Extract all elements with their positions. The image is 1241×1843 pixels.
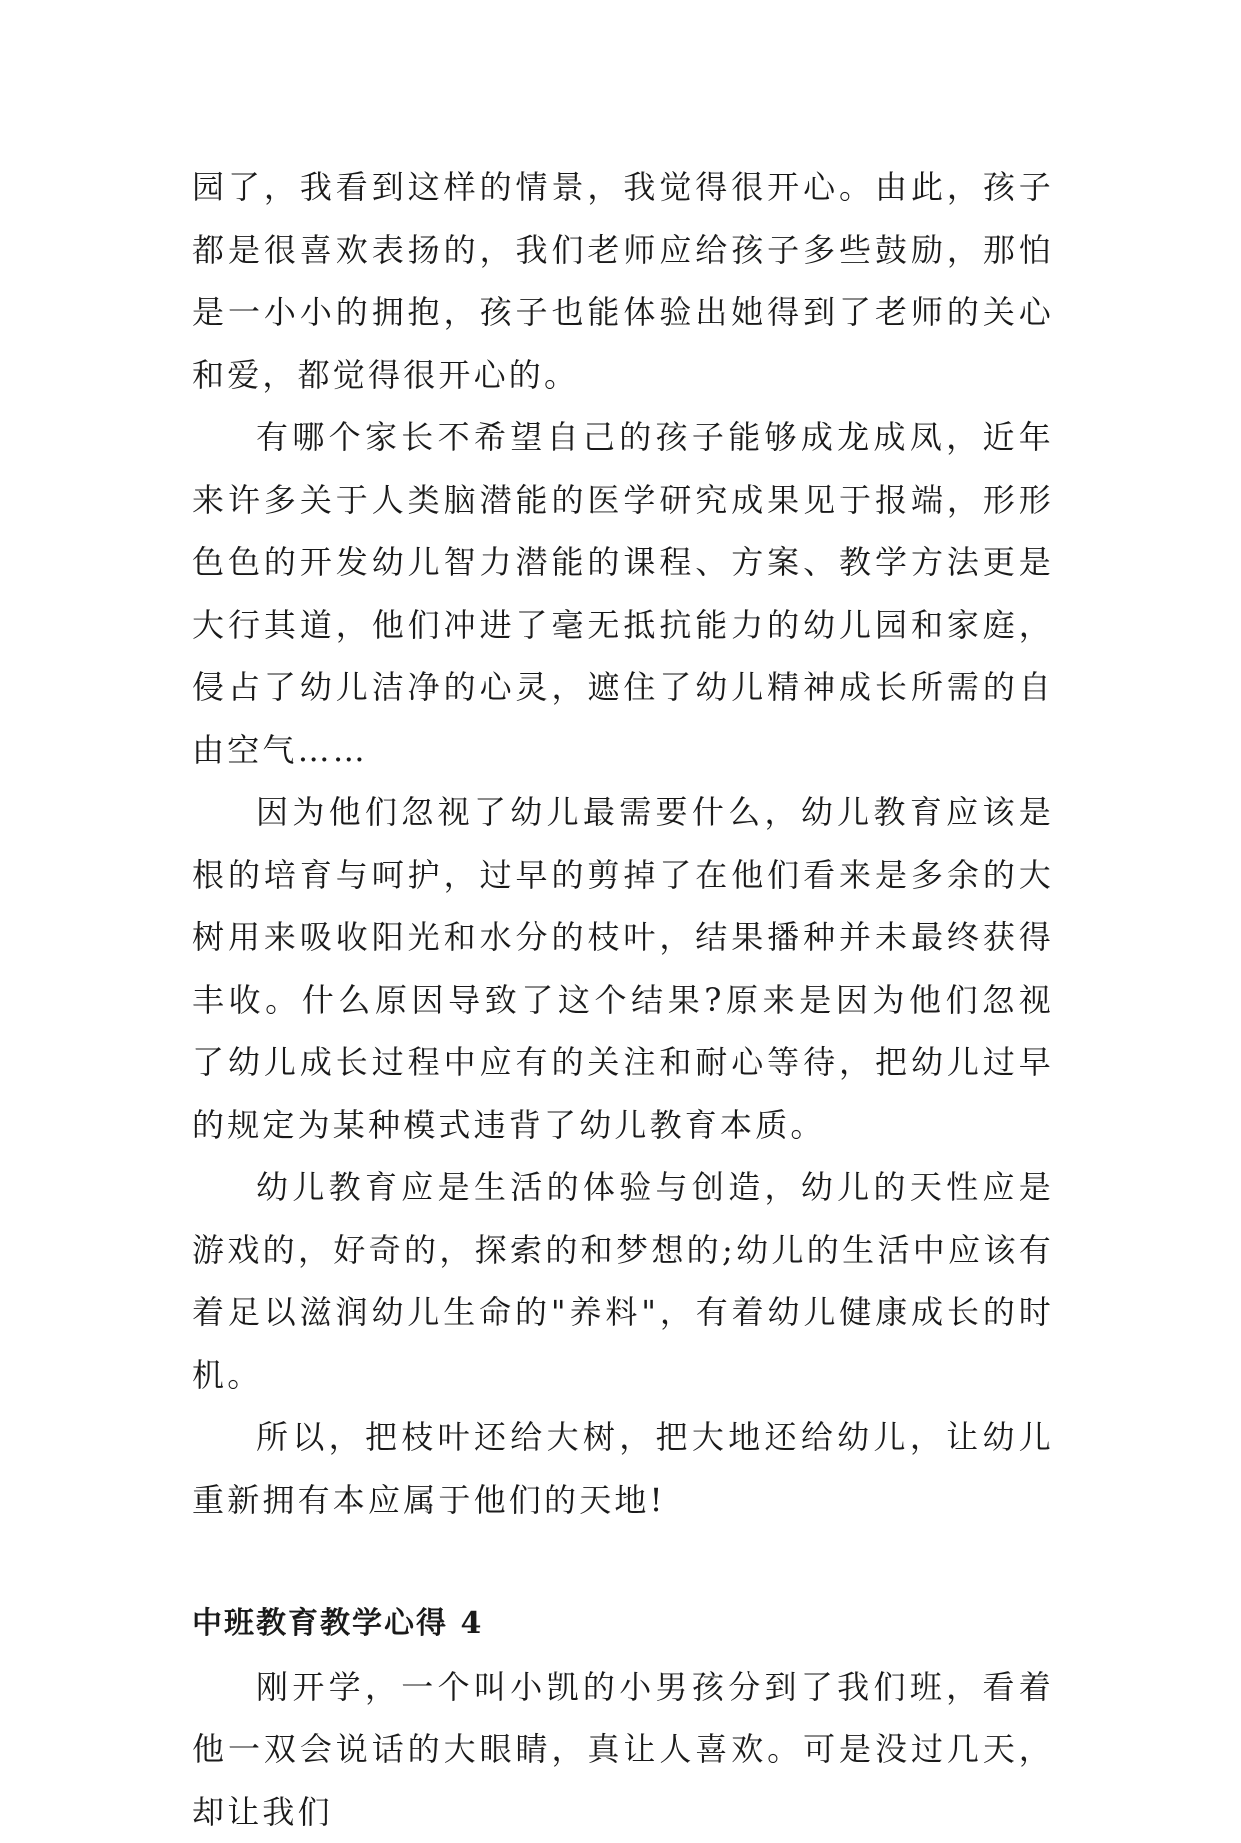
paragraph-1: 园了，我看到这样的情景，我觉得很开心。由此，孩子都是很喜欢表扬的，我们老师应给孩子多些鼓励，那怕是一小小的拥抱，孩子也能体验出她得到了老师的关心和爱，都觉得很开心的。 xyxy=(192,156,1054,406)
paragraph-2: 有哪个家长不希望自己的孩子能够成龙成凤，近年来许多关于人类脑潜能的医学研究成果见于报端，形形色色的开发幼儿智力潜能的课程、方案、教学方法更是大行其道，他们冲进了毫无抵抗能力的幼儿园和家庭，侵占了幼儿洁净的心灵，遮住了幼儿精神成长所需的自由空气…… xyxy=(192,406,1054,781)
document-body xyxy=(192,156,1054,1843)
paragraph-3: 因为他们忽视了幼儿最需要什么，幼儿教育应该是根的培育与呵护，过早的剪掉了在他们看来是多余的大树用来吸收阳光和水分的枝叶，结果播种并未最终获得丰收。什么原因导致了这个结果?原来是因为他们忽视了幼儿成长过程中应有的关注和耐心等待，把幼儿过早的规定为某种模式违背了幼儿教育本质。 xyxy=(192,781,1054,1156)
paragraph-4: 幼儿教育应是生活的体验与创造，幼儿的天性应是游戏的，好奇的，探索的和梦想的;幼儿的生活中应该有着足以滋润幼儿生命的"养料"，有着幼儿健康成长的时机。 xyxy=(192,1156,1054,1406)
paragraph-5: 所以，把枝叶还给大树，把大地还给幼儿，让幼儿重新拥有本应属于他们的天地! xyxy=(192,1406,1054,1531)
section-heading: 中班教育教学心得 4 xyxy=(192,1593,1054,1656)
paragraph-6: 刚开学，一个叫小凯的小男孩分到了我们班，看着他一双会说话的大眼睛，真让人喜欢。可是没过几天，却让我们 xyxy=(192,1656,1054,1843)
